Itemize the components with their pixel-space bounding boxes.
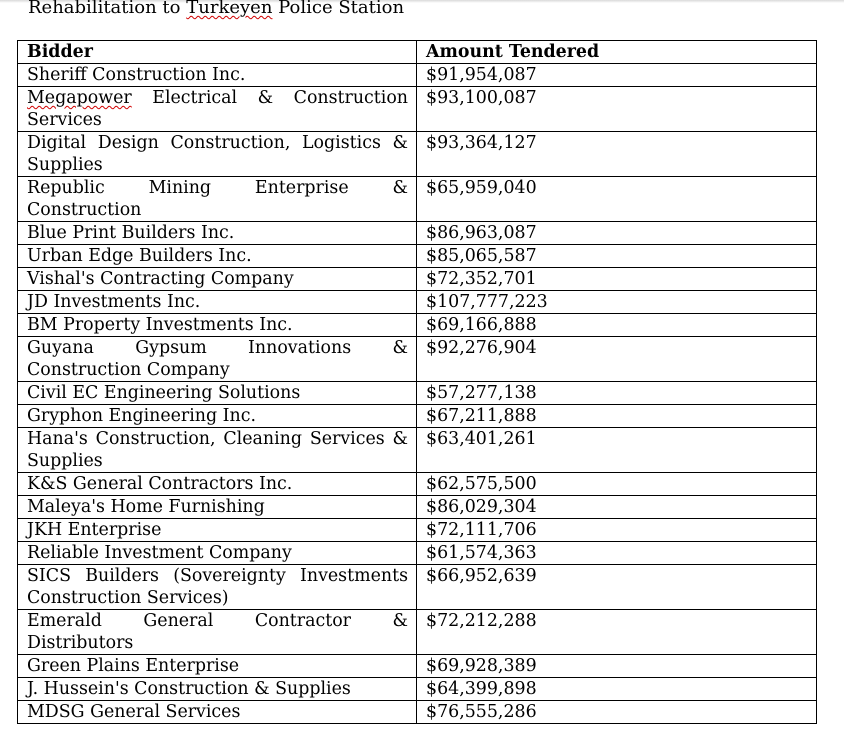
bidder-cell-rest: Electrical & Construction Services [27,88,408,130]
bidder-cell [18,87,417,132]
table-row [18,132,817,177]
table-row [18,314,817,337]
table-row [18,473,817,496]
spellcheck-flagged-word[interactable]: Turkeyen [186,0,273,18]
amount-cell: $92,276,904 [417,337,817,382]
bidder-cell: Digital Design Construction, Logistics & Supplies [18,132,417,177]
table-row [18,655,817,678]
table-row [18,87,817,132]
amount-cell: $67,211,888 [417,405,817,428]
table-row [18,701,817,724]
heading-suffix: Police Station [272,0,405,18]
amount-cell: $72,111,706 [417,519,817,542]
amount-cell: $85,065,587 [417,245,817,268]
amount-cell: $65,959,040 [417,177,817,222]
bidder-cell: Guyana Gypsum Innovations & Construction Company [18,337,417,382]
heading-prefix: Rehabilitation to [28,0,187,18]
bidder-cell: Republic Mining Enterprise & Construction [18,177,417,222]
spellcheck-flagged-word[interactable]: Megapower [27,88,132,108]
amount-cell: $69,928,389 [417,655,817,678]
table-row [18,678,817,701]
bids-table [17,40,817,724]
amount-cell: $76,555,286 [417,701,817,724]
table-row [18,177,817,222]
bidder-cell: Green Plains Enterprise [18,655,417,678]
table-row [18,565,817,610]
table-header-row [18,41,817,64]
table-row [18,268,817,291]
amount-cell: $86,029,304 [417,496,817,519]
table-row [18,64,817,87]
table-row [18,222,817,245]
bidder-cell: JD Investments Inc. [18,291,417,314]
table-row [18,519,817,542]
bidder-cell: K&S General Contractors Inc. [18,473,417,496]
amount-cell: $61,574,363 [417,542,817,565]
amount-cell: $63,401,261 [417,428,817,473]
amount-cell: $69,166,888 [417,314,817,337]
bidder-cell: Gryphon Engineering Inc. [18,405,417,428]
bidder-cell: JKH Enterprise [18,519,417,542]
amount-cell: $66,952,639 [417,565,817,610]
bidder-cell: Vishal's Contracting Company [18,268,417,291]
table-row [18,405,817,428]
bidder-cell: Maleya's Home Furnishing [18,496,417,519]
table-row [18,610,817,655]
bidder-cell: SICS Builders (Sovereignty Investments Construction Services) [18,565,417,610]
amount-cell: $64,399,898 [417,678,817,701]
table-row [18,542,817,565]
table-row [18,291,817,314]
table-row [18,337,817,382]
bidder-cell: Emerald General Contractor & Distributors [18,610,417,655]
bidder-cell: Civil EC Engineering Solutions [18,382,417,405]
bidder-cell: Reliable Investment Company [18,542,417,565]
amount-cell: $62,575,500 [417,473,817,496]
amount-cell: $72,352,701 [417,268,817,291]
amount-cell: $93,364,127 [417,132,817,177]
bidder-cell: BM Property Investments Inc. [18,314,417,337]
bidder-cell: Sheriff Construction Inc. [18,64,417,87]
amount-column-header: Amount Tendered [417,41,817,64]
amount-cell: $57,277,138 [417,382,817,405]
amount-cell: $107,777,223 [417,291,817,314]
bidder-cell: MDSG General Services [18,701,417,724]
amount-cell: $93,100,087 [417,87,817,132]
bidder-column-header: Bidder [18,41,417,64]
document-heading [28,0,404,20]
table-row [18,245,817,268]
bidder-cell: J. Hussein's Construction & Supplies [18,678,417,701]
amount-cell: $72,212,288 [417,610,817,655]
bidder-cell: Blue Print Builders Inc. [18,222,417,245]
bidder-cell: Hana's Construction, Cleaning Services & Supplies [18,428,417,473]
table-row [18,496,817,519]
amount-cell: $91,954,087 [417,64,817,87]
amount-cell: $86,963,087 [417,222,817,245]
table-row [18,428,817,473]
table-row [18,382,817,405]
bidder-cell: Urban Edge Builders Inc. [18,245,417,268]
